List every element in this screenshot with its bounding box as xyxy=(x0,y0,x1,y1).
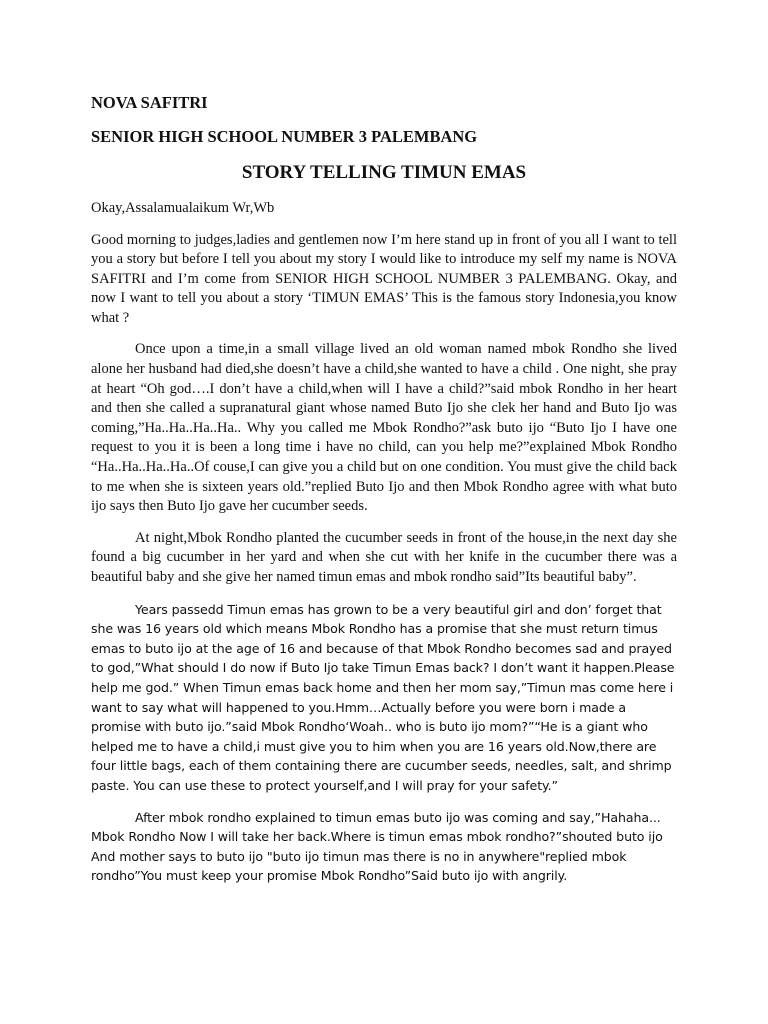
story-paragraph: At night,Mbok Rondho planted the cucumber seeds in front of the house,in the next day she found a big cucumber in her yard and when she cut with her knife in the cucumber there was a beautiful baby and she give her named timun emas and mbok rondho said”Its beautiful baby”. xyxy=(91,529,677,585)
greeting-line: Okay,Assalamualaikum Wr,Wb xyxy=(91,200,275,216)
story-title: STORY TELLING TIMUN EMAS xyxy=(241,162,527,183)
intro-paragraph: Good morning to judges,ladies and gentlemen now I’m here stand up in front of you all I want to tell you a story but before I tell you about my story I would like to introduce my self my name is NOVA SAFITRI and I’m come from SENIOR HIGH SCHOOL NUMBER 3 PALEMBANG. Okay, and now I want to tell you about a story ‘TIMUN EMAS’ This is the famous story Indonesia,you know what ? xyxy=(91,231,677,326)
story-paragraph: Once upon a time,in a small village lived an old woman named mbok Rondho she lived alone her husband had died,she doesn’t have a child,she wanted to have a child . One night, she pray at heart “Oh god….I don’t have a child,when will I have a child?”said mbok Rondho in her heart and then she called a supranatural giant whose named Buto Ijo she clek her hand and Buto Ijo was coming,”Ha..Ha..Ha..Ha.. Why you called me Mbok Rondho?”ask buto ijo “Buto Ijo I have one request to you it is been a long time i have no child, can you help me?”explained Mbok Rondho “Ha..Ha..Ha..Ha..Of couse,I can give you a child but on one condition. You must give the child back to me when she is sixteen years old.”replied Buto Ijo and then Mbok Rondho agree with what buto ijo says then Buto Ijo gave her cucumber seeds. xyxy=(91,341,677,515)
school-name: SENIOR HIGH SCHOOL NUMBER 3 PALEMBANG xyxy=(91,127,478,146)
author-name: NOVA SAFITRI xyxy=(91,93,208,112)
story-paragraph: After mbok rondho explained to timun emas buto ijo was coming and say,”Hahaha... Mbok Rondho Now I will take her back.Where is timun emas mbok rondho?”shouted buto ijo And mother says to buto ijo "buto ijo timun mas there is no in anywhere"replied mbok rondho”You must keep your promise Mbok Rondho”Said buto ijo with angrily. xyxy=(91,809,663,884)
document-page xyxy=(91,92,677,898)
story-paragraph: Years passedd Timun emas has grown to be a very beautiful girl and don’ forget that she was 16 years old which means Mbok Rondho has a promise that she must return timus emas to buto ijo at the age of 16 and because of that Mbok Rondho becomes sad and prayed to god,”What should I do now if Buto Ijo take Timun Emas back? I don’t want it happen.Please help me god.” When Timun emas back home and then her mom say,”Timun mas come here i want to say what will happened to you.Hmm…Actually before you were born i made a promise with buto ijo.”said Mbok Rondho‘Woah.. who is buto ijo mom?”“He is a giant who helped me to have a child,i must give you to him when you are 16 years old.Now,there are four little bags, each of them containing there are cucumber seeds, needles, salt, and shrimp paste. You can use these to protect yourself,and I will pray for your safety.” xyxy=(91,601,675,793)
